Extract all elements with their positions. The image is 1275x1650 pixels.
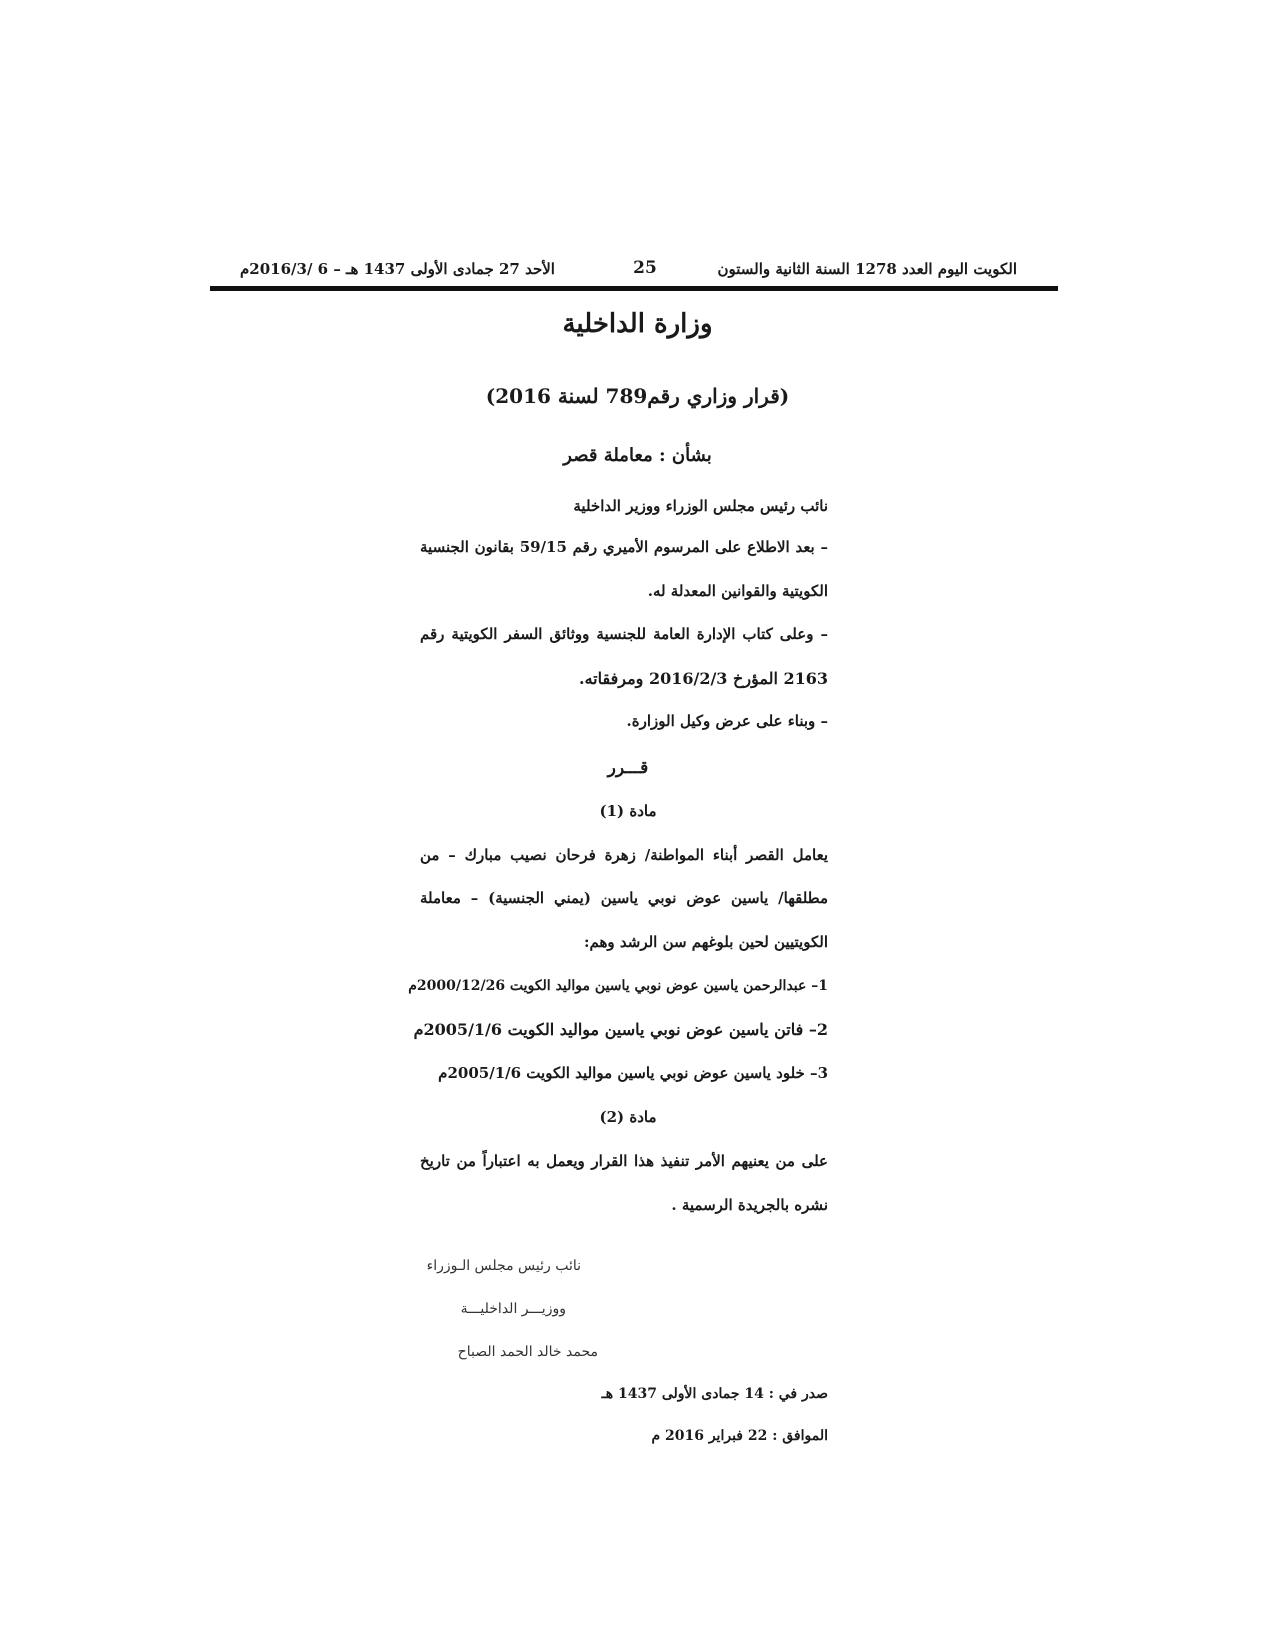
signature-title-line2: ووزيـــر الداخليـــة xyxy=(460,1301,566,1317)
decision-title: (قرار وزاري رقم789 لسنة 2016) xyxy=(485,384,790,408)
list-item: 2– فاتن ياسين عوض نوبي ياسين مواليد الكويت 2005/1/6م xyxy=(413,1020,828,1039)
addressee: نائب رئيس مجلس الوزراء ووزير الداخلية xyxy=(573,497,828,515)
article1-heading: مادة (1) xyxy=(599,802,657,820)
preamble-letter-line1: – وعلى كتاب الإدارة العامة للجنسية ووثائق السفر الكويتية رقم xyxy=(420,625,828,643)
preamble-decree-line2: الكويتية والقوانين المعدلة له. xyxy=(647,582,828,600)
issued-gregorian-date: الموافق : 22 فبراير 2016 م xyxy=(651,1428,828,1444)
article1-line2: مطلقها/ ياسين عوض نوبي ياسين (يمني الجنسية) – معاملة xyxy=(420,889,828,907)
preamble-decree-line1: – بعد الاطلاع على المرسوم الأميري رقم 59/15 بقانون الجنسية xyxy=(420,538,828,556)
preamble-letter-line2: 2163 المؤرخ 2016/2/3 ومرفقاته. xyxy=(579,669,828,688)
article2-heading: مادة (2) xyxy=(599,1108,657,1126)
article1-line1: يعامل القصر أبناء المواطنة/ زهرة فرحان نصيب مبارك – من xyxy=(420,846,828,864)
header-rule xyxy=(210,286,1058,291)
decision-subject: بشأن : معاملة قصر xyxy=(563,445,712,466)
list-item: 1– عبدالرحمن ياسين عوض نوبي ياسين مواليد الكويت 2000/12/26م xyxy=(408,978,828,994)
decided-heading: قـــرر xyxy=(607,758,649,778)
header-date: الأحد 27 جمادى الأولى 1437 هـ – 6 /2016/3م xyxy=(240,260,555,278)
header-issue-info: الكويت اليوم العدد 1278 السنة الثانية والستون xyxy=(717,260,1017,278)
signature-name: محمد خالد الحمد الصباح xyxy=(457,1344,598,1360)
signature-title-line1: نائب رئيس مجلس الـوزراء xyxy=(426,1258,581,1274)
page-number: 25 xyxy=(633,258,657,278)
issued-hijri-date: صدر في : 14 جمادى الأولى 1437 هـ xyxy=(601,1386,828,1402)
ministry-title: وزارة الداخلية xyxy=(562,309,713,339)
preamble-proposal: – وبناء على عرض وكيل الوزارة. xyxy=(626,712,828,730)
article2-line1: على من يعنيهم الأمر تنفيذ هذا القرار ويعمل به اعتباراً من تاريخ xyxy=(420,1152,828,1170)
article2-line2: نشره بالجريدة الرسمية . xyxy=(671,1196,828,1214)
list-item: 3– خلود ياسين عوض نوبي ياسين مواليد الكويت 2005/1/6م xyxy=(438,1064,828,1082)
article1-line3: الكويتيين لحين بلوغهم سن الرشد وهم: xyxy=(584,933,828,951)
